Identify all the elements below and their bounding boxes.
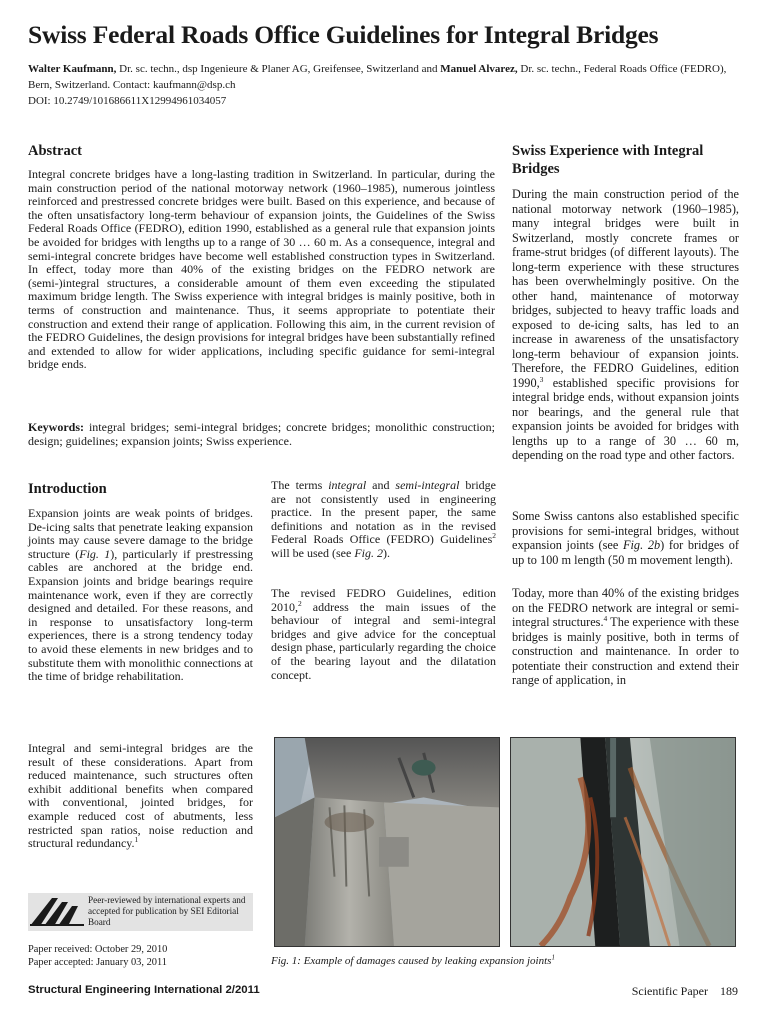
citation-2b: 2 (298, 598, 302, 608)
terms-text-b: and (366, 478, 396, 492)
fedro-paragraph (271, 587, 496, 682)
introduction-heading: Introduction (28, 481, 107, 497)
figure-1-caption-text: Fig. 1: Example of damages caused by leaking expansion joints (271, 955, 552, 967)
term-integral: integral (328, 478, 367, 492)
author-line (28, 61, 740, 93)
figure-2b-reference: Fig. 2b (623, 538, 661, 552)
intro-p1-text-a: Expansion joints are weak points of bridges. De-icing salts that penetrate leaking expansion joints may cause severe damage to the bridge structure ( (28, 506, 253, 561)
section-label: Scientific Paper (631, 984, 708, 998)
swiss-experience-heading: Swiss Experience with Integral Bridges (512, 143, 704, 177)
term-semi-integral: semi-integral (395, 478, 460, 492)
terms-text-a: The terms (271, 478, 329, 492)
intro-p2-text: Integral and semi-integral bridges are the result of these considerations. Apart from reduced maintenance, such structures often exhibit additional benefits when compared with conventional, jointed bridges, for example reduced cost of abutments, less restricted span ratios, noise reduction and structural redundancy. (28, 741, 253, 851)
figure-1-photo-right (510, 737, 736, 947)
date-accepted: Paper accepted: January 03, 2011 (28, 956, 167, 968)
swiss-p3-text-b: The experience with these bridges is mainly positive, both in terms of construction and maintenance. In order to potentiate their construction and extend their range of application, in (512, 615, 739, 687)
figure-1-caption (271, 955, 555, 967)
figure-1-photo-left (274, 737, 500, 947)
citation-2: 2 (492, 531, 496, 541)
swiss-p1-text-b: established specific provisions for integral bridge ends, without expansion joints nor bearings, and the general rule that expansion joints be avoided for bridges with lengths up to a range of 30 … 60 m, depending on the road type and other factors. (512, 375, 739, 462)
terms-text-c: bridge are not consistently used in engineering practice. In the present paper, the same definitions and notation as in the revised Federal Roads Office (FEDRO) Guidelines (271, 478, 496, 547)
swiss-p2-text-a: Some Swiss cantons also established specific provisions for semi-integral bridges, without expansion joints (see (512, 509, 739, 552)
paper-dates (28, 944, 167, 969)
fedro-text-a: The revised FEDRO Guidelines, edition 2010, (271, 586, 496, 614)
fedro-text-b: address the main issues of the behaviour of integral and semi-integral bridges and give advice for the conceptual design phase, particularly regarding the choice of the bearing layout and the dilatation concept. (271, 599, 496, 682)
keywords-label: Keywords: (28, 420, 84, 434)
keywords (28, 421, 495, 448)
swiss-paragraph-2 (512, 509, 739, 567)
swiss-p1-text-a: During the main construction period of the national motorway network (1960–1985), many integral bridges were built in Switzerland, mostly concrete frames or frame-strut bridges (of different layouts). The long-term experience with these structures has been overwhelmingly positive. On the other hand, maintenance of motorway bridges, subjected to heavy traffic loads and exposed to de-icing salts, has led to an increase in awareness of the unsatisfactory long-term behaviour of expansion joints. Therefore, the FEDRO Guidelines, edition 1990, (512, 187, 739, 390)
swiss-paragraph-1 (512, 187, 739, 463)
sei-logo-icon (30, 896, 84, 928)
terms-text-e: ). (382, 545, 390, 560)
swiss-p2-text-b: ) for bridges of up to 100 m length (50 m movement length). (512, 538, 739, 567)
intro-paragraph-2 (28, 742, 253, 851)
keywords-list: integral bridges; semi-integral bridges; concrete bridges; monolithic construction; design; guidelines; expansion joints; Swiss experience. (28, 420, 495, 448)
footer-right (632, 984, 738, 999)
intro-paragraph-1 (28, 507, 253, 684)
citation-4: 4 (603, 613, 608, 623)
citation-1: 1 (134, 835, 139, 845)
swiss-p3-text-a: Today, more than 40% of the existing bridges on the FEDRO network are integral or semi-integral structures. (512, 586, 739, 629)
abstract-heading: Abstract (28, 143, 82, 159)
abstract-text: Integral concrete bridges have a long-lasting tradition in Switzerland. In particular, during the main construction period of the national motorway network (1960–1985), numerous jointless reinforced and prestressed concrete bridges were built. Based on this experience, and because of the often unsatisfactory long-term behaviour of expansion joints, the Guidelines of the Swiss Federal Roads Office (FEDRO), edition 1990, established as a general rule that expansion joints be avoided for bridges with lengths up to a range of 30 … 60 m. As a consequence, integral and semi-integral concrete bridges have become well established construction types in Switzerland. In effect, today more than 40% of the existing bridges on the FEDRO network are (semi-)integral structures, a considerable amount of them even exceeding the stipulated maximum bridge length. The Swiss experience with integral bridges is mainly positive, both in terms of construction and maintenance. Thus, it seems appropriate to potentiate their construction and extend their range of application. Following this aim, in the current revision of the FEDRO Guidelines, the design provisions for integral bridges have been substantially refined and extended to allow for wider applications, including specific guidance for semi-integral bridge ends. (28, 167, 495, 372)
journal-name: Structural Engineering International 2/2011 (28, 984, 260, 996)
peer-review-text: Peer-reviewed by international experts and accepted for publication by SEI Editorial Board (88, 895, 246, 927)
terms-paragraph (271, 479, 496, 561)
citation-1-caption: 1 (551, 953, 555, 962)
swiss-paragraph-3 (512, 586, 739, 688)
citation-3: 3 (539, 374, 544, 384)
paper-title: Swiss Federal Roads Office Guidelines for Integral Bridges (28, 20, 659, 49)
page-number: 189 (720, 984, 738, 998)
date-received: Paper received: October 29, 2010 (28, 944, 168, 955)
author-2-name: Manuel Alvarez, (440, 63, 518, 75)
intro-p1-text-b: ), particularly if prestressing cables are anchored at the bridge end. Expansion joints and bridge bearings require maintenance work, even if they are correctly designed and detailed. For these reasons, and in response to unsatisfactory long-term experiences, there is a strong tendency today to avoid these elements in new bridges and to substitute them with monolithic connections at the time of bridge rehabilitation. (28, 546, 253, 684)
doi: DOI: 10.2749/101686611X12994961034057 (28, 95, 227, 107)
terms-text-d: will be used (see (271, 545, 355, 560)
figure-1-reference: Fig. 1 (79, 546, 111, 561)
author-1-name: Walter Kaufmann, (28, 63, 117, 75)
peer-review-box (28, 893, 253, 931)
author-1-affiliation: Dr. sc. techn., dsp Ingenieure & Planer AG, Greifensee, Switzerland and (116, 63, 441, 75)
figure-2-reference: Fig. 2 (354, 545, 383, 560)
author-2-affiliation: Dr. sc. techn., Federal Roads Office (FEDRO), Bern, Switzerland. Contact: kaufmann@dsp.ch (28, 63, 727, 91)
